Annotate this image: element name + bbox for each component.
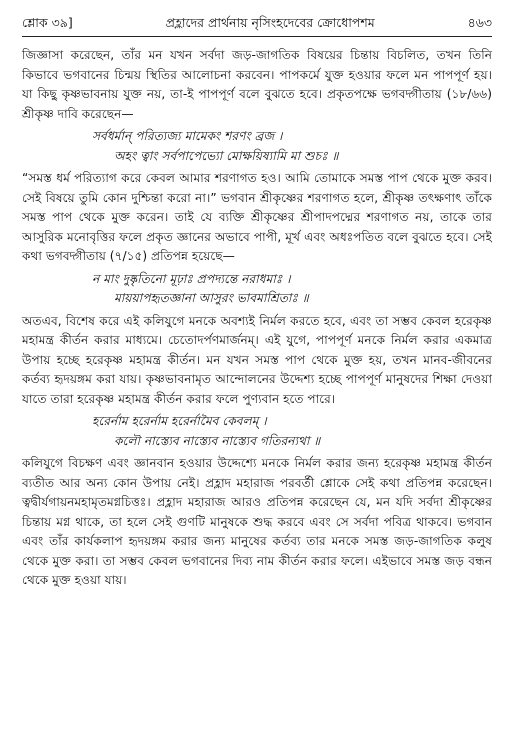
paragraph-3: অতএব, বিশেষ করে এই কলিযুগে মনকে অবশ্যই নির্মল করতে হবে, এবং তা সম্ভব কেবল হরেকৃষ্ণ মহামন্ত্র কীর্তন করার মাধ্যমে। চেতোদর্পণমার্জনম্। এই যুগে, পাপপূর্ণ মনকে নির্মল করার একমাত্র উপায় হচ্ছে হরেকৃষ্ণ মহামন্ত্র কীর্তন। মন যখন সমস্ত পাপ থেকে মুক্ত হয়, তখন মানব-জীবনের কর্তব্য হৃদয়ঙ্গম করা যায়। কৃষ্ণভাবনামৃত আন্দোলনের উদ্দেশ্য হচ্ছে পাপপূর্ণ মানুষদের শিক্ষা দেওয়া যাতে তারা হরেকৃষ্ণ মহামন্ত্র কীর্তন করার ফলে পুণ্যবান হতে পারে।	[22, 313, 492, 406]
page-body	[22, 46, 492, 591]
book-page	[22, 14, 492, 591]
paragraph-1: জিজ্ঞাসা করেছেন, তাঁর মন যখন সর্বদা জড়-জাগতিক বিষয়ের চিন্তায় বিচলিত, তখন তিনি কিভাবে ভগবানের চিন্ময় স্থিতির আলোচনা করবেন। পাপকর্মে যুক্ত হওয়ার ফলে মন পাপপূর্ণ হয়। যা কিছু কৃষ্ণভাবনায় যুক্ত নয়, তা-ই পাপপূর্ণ বলে বুঝতে হবে। প্রকৃতপক্ষে ভগবদ্গীতায় (১৮/৬৬) শ্রীকৃষ্ণ দাবি করেছেন—	[22, 48, 492, 121]
verse-line: সর্বধর্মান্ পরিত্যজ্য মামেকং শরণং ব্রজ ।	[92, 129, 283, 143]
verse-quote-3	[22, 412, 492, 451]
paragraph-4: কলিযুগে বিচক্ষণ এবং জ্ঞানবান হওয়ার উদ্দেশ্যে মনকে নির্মল করার জন্য হরেকৃষ্ণ মহামন্ত্র কীর্তন ব্যতীত আর অন্য কোন উপায় নেই। প্রহ্লাদ মহারাজ পরবর্তী শ্লোকে সেই কথা প্রতিপন্ন করেছেন। ত্বদ্বীর্যগায়নমহামৃতমগ্নচিত্তঃ। প্রহ্লাদ মহারাজ আরও প্রতিপন্ন করেছেন যে, মন যদি সর্বদা শ্রীকৃষ্ণের চিন্তায় মগ্ন থাকে, তা হলে সেই গুণটি মানুষকে শুদ্ধ করবে এবং সে সর্বদা পবিত্র থাকবে। ভগবান এবং তাঁর কার্যকলাপ হৃদয়ঙ্গম করার জন্য মানুষের কর্তব্য তার মনকে সমস্ত জড়-জাগতিক কলুষ থেকে মুক্ত করা। তা সম্ভব কেবল ভগবানের দিব্য নাম কীর্তন করার ফলে। এইভাবে সমস্ত জড় বন্ধন থেকে মুক্ত হওয়া যায়।	[22, 456, 492, 587]
verse-line: অহং ত্বাং সর্বপাপেভ্যো মোক্ষয়িষ্যামি মা শুচঃ ॥	[114, 148, 339, 163]
page-number: ৪৬৩	[467, 15, 492, 30]
running-header	[22, 14, 492, 37]
verse-line: মায়য়াপহৃতজ্ঞানা আসুরং ভাবমাশ্রিতাঃ ॥	[114, 291, 309, 305]
verse-quote-2	[22, 270, 492, 309]
verse-line: হরের্নাম হরের্নাম হরের্নামৈব কেবলম্ ।	[92, 414, 267, 428]
verse-line: ন মাং দুষ্কৃতিনো মূঢ়াঃ প্রপদ্যন্তে নরাধমাঃ ।	[92, 271, 291, 286]
paragraph-2: “সমস্ত ধর্ম পরিত্যাগ করে কেবল আমার শরণাগত হও। আমি তোমাকে সমস্ত পাপ থেকে মুক্ত করব। সেই বিষয়ে তুমি কোন দুশ্চিন্তা করো না।” ভগবান শ্রীকৃষ্ণের শরণাগত হলে, শ্রীকৃষ্ণ তৎক্ষণাৎ তাঁকে সমস্ত পাপ থেকে মুক্ত করেন। তাই যে ব্যক্তি শ্রীকৃষ্ণের শ্রীপাদপদ্মের শরণাগত নয়, তাকে তার আসুরিক মনোবৃত্তির ফলে প্রকৃত জ্ঞানের অভাবে পাপী, মূর্খ এবং অধঃপতিত বলে বুঝতে হবে। সেই কথা ভগবদ্গীতায় (৭/১৫) প্রতিপন্ন হয়েছে—	[22, 171, 492, 263]
header-chapter-title: প্রহ্লাদের প্রার্থনায় নৃসিংহদেবের ক্রোধোপশম	[165, 15, 375, 30]
verse-line: কলৌ নাস্ত্যেব নাস্ত্যেব নাস্ত্যেব গতিরন্যথা ॥	[114, 433, 321, 448]
verse-quote-1	[22, 127, 492, 166]
header-verse-ref: শ্লোক ৩৯]	[22, 15, 73, 30]
